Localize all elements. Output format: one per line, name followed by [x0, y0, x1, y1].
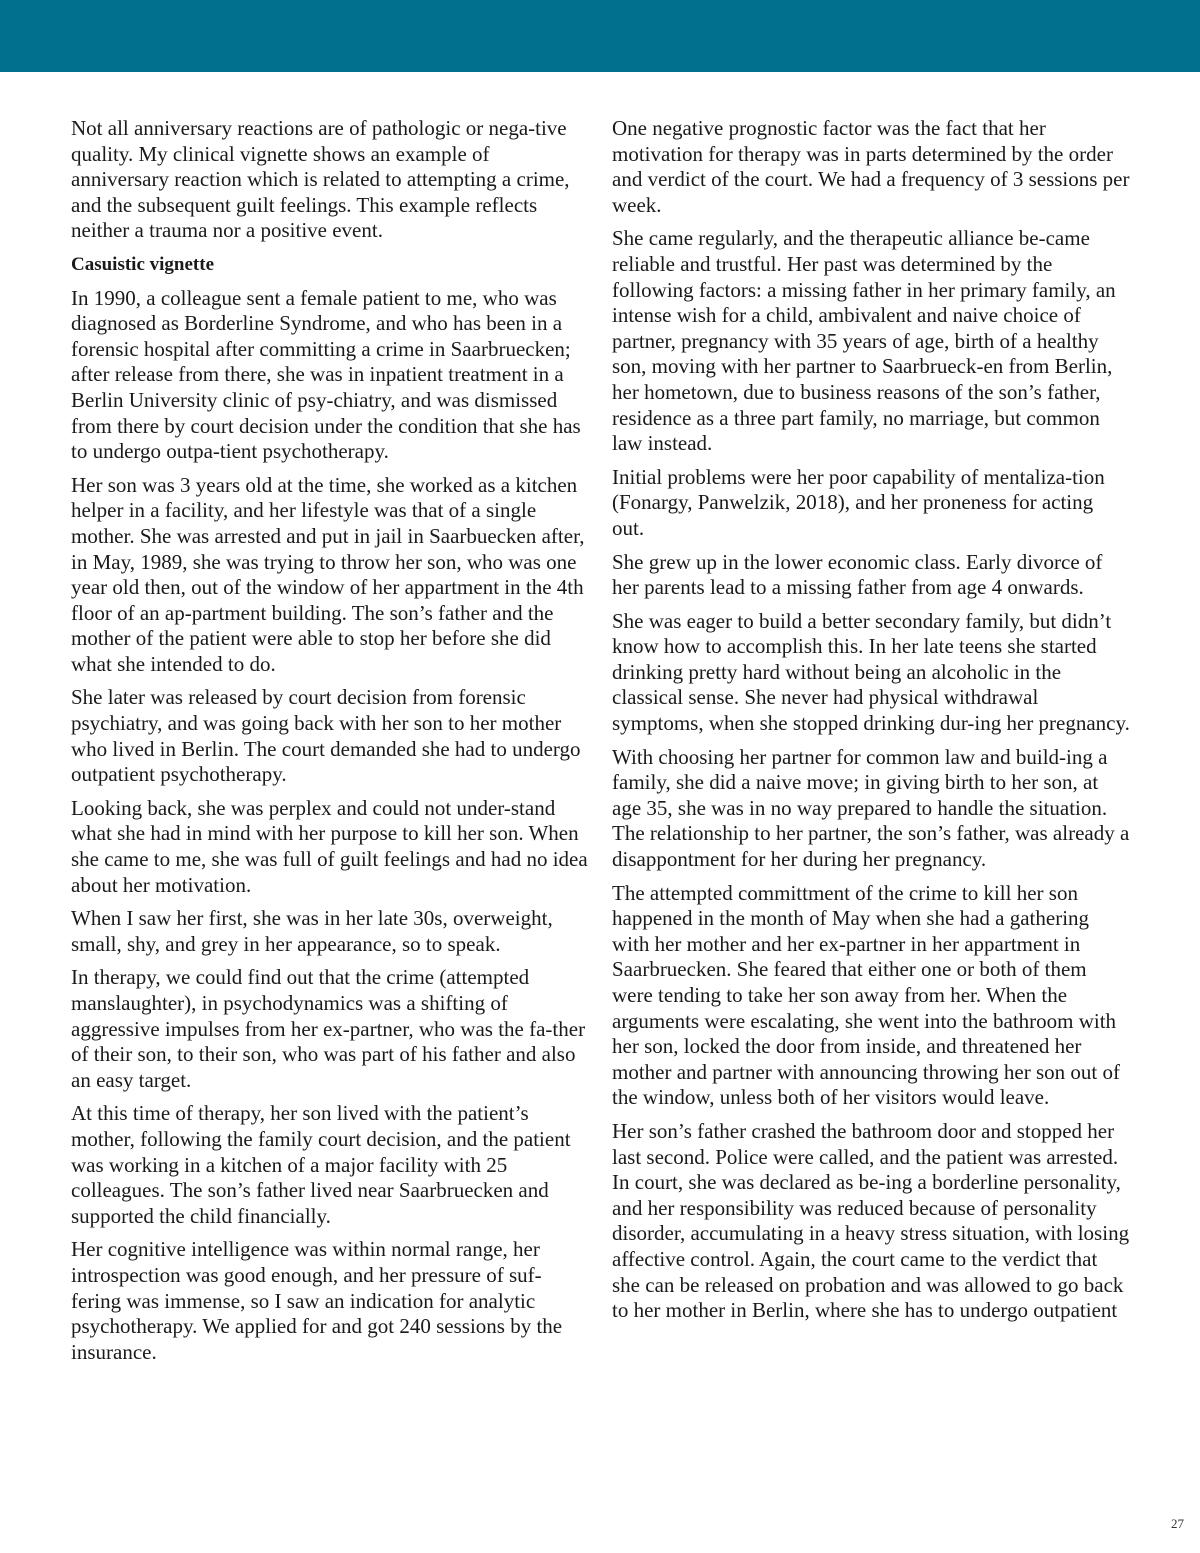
section-heading: Casuistic vignette [71, 253, 215, 275]
paragraph: With choosing her partner for common law and build-ing a family, she did a naive move; in giving birth to her son, at age 35, she was in no way prepared to handle the situation. The relationship to her partner, the son’s father, was already a disappontment for her during her pregnancy. [612, 744, 1130, 872]
paragraph: She later was released by court decision from forensic psychiatry, and was going back with her son to her mother who lived in Berlin. The court demanded she had to undergo outpatient psychotherapy. [71, 685, 581, 787]
paragraph: She grew up in the lower economic class. Early divorce of her parents lead to a missing father from age 4 onwards. [612, 549, 1103, 600]
header-color-band [0, 0, 1200, 72]
paragraph: One negative prognostic factor was the fact that her motivation for therapy was in parts determined by the order and verdict of the court. We had a frequency of 3 sessions per week. [612, 116, 1130, 217]
paragraph: The attempted committment of the crime to kill her son happened in the month of May when she had a gathering with her mother and her ex-partner in her appartment in Saarbruecken. She feared that either one or both of them were tending to take her son away from her. When the arguments were escalating, she went into the bathroom with her son, locked the door from inside, and threatened her mother and partner with announcing throwing her son out of the window, unless both of her visitors would leave. [612, 880, 1120, 1110]
paragraph: She came regularly, and the therapeutic alliance be-came reliable and trustful. Her past was determined by the following factors: a missing father in her primary family, an intense wish for a child, ambivalent and naive choice of partner, pregnancy with 35 years of age, birth of a healthy son, moving with her partner to Saarbrueck-en from Berlin, her hometown, due to business reasons of the son’s father, residence as a three part family, no marriage, but common law instead. [612, 226, 1116, 456]
paragraph-intro: Not all anniversary reactions are of pathologic or nega-tive quality. My clinical vignette shows an example of anniversary reaction which is related to attempting a crime, and the subsequent guilt feelings. This example reflects neither a trauma nor a positive event. [71, 116, 570, 243]
paragraph: At this time of therapy, her son lived with the patient’s mother, following the family court decision, and the patient was working in a kitchen of a major facility with 25 colleagues. The son’s father lived near Saarbruecken and supported the child financially. [71, 1101, 571, 1228]
paragraph: She was eager to build a better secondary family, but didn’t know how to accomplish this. In her late teens she started drinking pretty hard without being an alcoholic in the classical sense. She never had physical withdrawal symptoms, when she stopped drinking dur-ing her pregnancy. [612, 608, 1130, 736]
paragraph: Initial problems were her poor capability of mentaliza-tion (Fonargy, Panwelzik, 2018), and her proneness for acting out. [612, 464, 1105, 540]
right-text-column [612, 116, 1130, 1332]
left-text-column [71, 116, 589, 1373]
paragraph: In therapy, we could find out that the crime (attempted manslaughter), in psychodynamics was a shifting of aggressive impulses from her ex-partner, who was the fa-ther of their son, to their son, who was part of his father and also an easy target. [71, 965, 586, 1092]
paragraph: When I saw her first, she was in her late 30s, overweight, small, shy, and grey in her appearance, so to speak. [71, 906, 553, 956]
paragraph: In 1990, a colleague sent a female patient to me, who was diagnosed as Borderline Syndrome, and who has been in a forensic hospital after committing a crime in Saarbruecken; after release from there, she was in inpatient treatment in a Berlin University clinic of psy-chiatry, and was dismissed from there by court decision under the condition that she has to undergo outpa-tient psychotherapy. [71, 285, 581, 464]
paragraph: Her cognitive intelligence was within normal range, her introspection was good enough, and her pressure of suf-fering was immense, so I saw an indication for analytic psychotherapy. We applied for and got 240 sessions by the insurance. [71, 1237, 563, 1364]
paragraph: Her son was 3 years old at the time, she worked as a kitchen helper in a facility, and her lifestyle was that of a single mother. She was arrested and put in jail in Saarbuecken after, in May, 1989, she was trying to throw her son, who was one year old then, out of the window of her appartment in the 4th floor of an ap-partment building. The son’s father and the mother of the patient were able to stop her before she did what she intended to do. [71, 472, 585, 676]
paragraph: Her son’s father crashed the bathroom door and stopped her last second. Police were called, and the patient was arrested. In court, she was declared as be-ing a borderline personality, and her responsibility was reduced because of personality disorder, accumulating in a heavy stress situation, with losing affective control. Again, the court came to the verdict that she can be released on probation and was allowed to go back to her mother in Berlin, where she has to undergo outpatient [612, 1118, 1130, 1323]
paragraph: Looking back, she was perplex and could not under-stand what she had in mind with her purpose to kill her son. When she came to me, she was full of guilt feelings and had no idea about her motivation. [71, 795, 588, 897]
page-number: 27 [1171, 1516, 1184, 1531]
